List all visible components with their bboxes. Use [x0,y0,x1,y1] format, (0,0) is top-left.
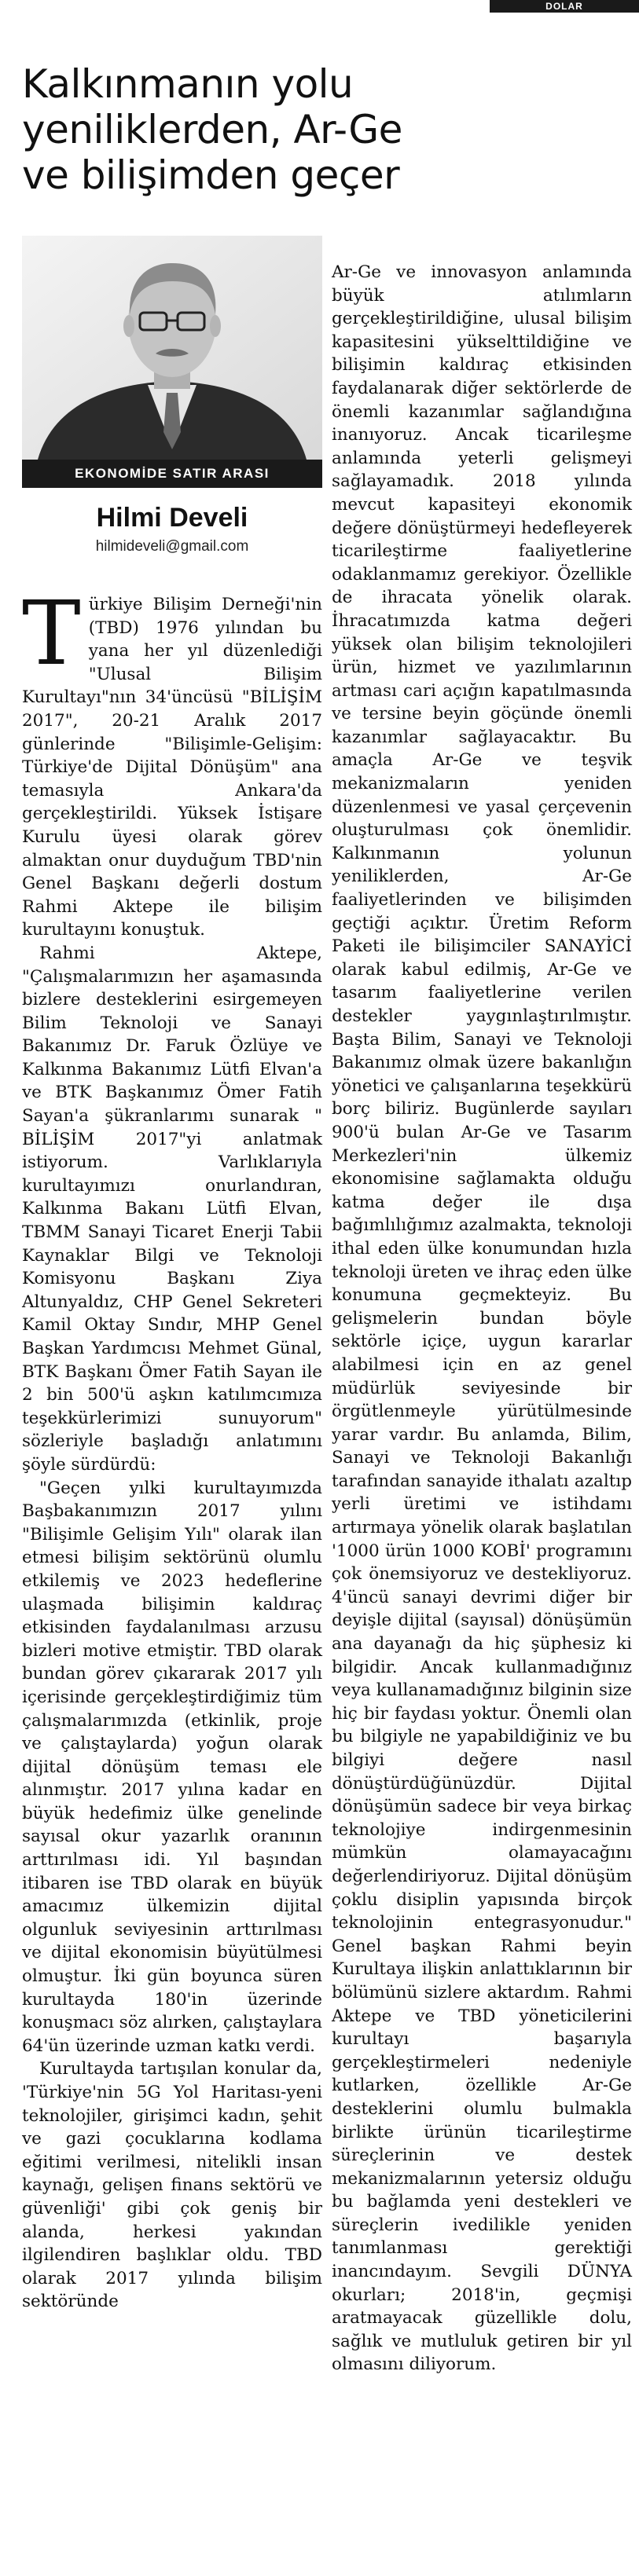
dropcap: T [22,583,81,685]
paragraph: Ar-Ge ve innovasyon anlamında büyük atılımların gerçekleştirildiğine, ulusal bilişim kapasitesini yükselttildiğine ve bilişimin kaldıraç etkisinden faydalanarak diğer sektörlerde de önemli kazanımlar sağlandığına inanıyoruz. Ancak ticarileşme anlamında yeterli gelişmeyi sağlayamadık. 2018 yılında mevcut kapasiteyi ekonomik değere dönüştürmeyi hedefleyerek ticarileştirme faaliyetlerine odaklanmamız gerekiyor. Özellikle de ihracata yönelik olarak. İhracatımızda katma değeri yüksek olan bilişim teknolojileri ürün, hizmet ve yazılımlarının artması cari açığın kapatılmasında ve tersine beyin göçünde önemli kazanımlar sağlayacaktır. Bu amaçla Ar-Ge ve teşvik mekanizmaların yeniden düzenlenmesi ve yasal çerçevenin oluşturulması çok önemlidir. Kalkınmanın yolunun yeniliklerden, Ar-Ge faaliyetlerinden ve bilişimden geçtiği açıktır. Üretim Reform Paketi ile bilişimciler SANAYİCİ olarak kabul edilmiş, Ar-Ge ve tasarım faaliyetlerine verilen destekler yaygınlaştırılmıştır. Başta Bilim, Sanayi ve Teknoloji Bakanımız olmak üzere bakanlığın yönetici ve çalışanlarına teşekkürü borç biliriz. Bugünlerde sayıları 900'ü bulan Ar-Ge ve Tasarım Merkezleri'nin ülkemiz ekonomisine sağlamakta olduğu katma değer ile dışa bağımlılığımız azalmakta, teknoloji ithal eden ülke konumundan hızla teknoloji üreten ve ihraç eden ülke konumuna geçmekteyiz. Bu gelişmelerin bundan böyle sektörle içiçe, uygun kararlar alabilmesi için en az genel müdürlük seviyesinde bir örgütlenmeyle yürütülmesinde yarar vardır. Bu anlamda, Bilim, Sanayi ve Teknoloji Bakanlığı tarafından sanayide ithalatı azaltıp yerli üretimi ve istihdamı artırmaya yönelik olarak başlatılan '1000 ürün 1000 KOBİ' programını çok önemsiyoruz ve destekliyoruz. 4'üncü sanayi devrimi diğer bir deyişle dijital (sayısal) dönüşümün ana dayanağı da hiç şüphesiz ki bilgidir. Ancak kullanmadığınız veya kullanamadığınız bilginin size hiç bir faydası yoktur. Önemli olan bu bilgiyle ne yapabildiğiniz ve bu bilgiyi değere nasıl dönüştürdüğünüzdür. Dijital dönüşümün sadece bir veya birkaç teknolojiye indirgenmesinin mümkün olamayacağını değerlendiriyoruz. Dijital dönüşüm çoklu disiplin yapısında birçok teknolojinin entegrasyonudur." Genel başkan Rahmi beyin Kurultaya ilişkin anlattıklarının bir bölümünü sizlere aktardım. Rahmi Aktepe ve TBD yöneticilerini kurultayı başarıyla gerçekleştirmeleri nedeniyle kutlarken, özellikle Ar-Ge desteklerini olumlu bulmakla birlikte ürünün ticarileştirme süreçlerinin ve destek mekanizmalarının yetersiz olduğu bu bağlamda yeni destekleri ve süreçlerin ivedilikle yeniden tanımlanması gerektiği inancındayım. Sevgili DÜNYA okurları; 2018'in, geçmişi aratmayacak güzellikle dolu, sağlık ve mutluluk getiren bir yıl olmasını diliyorum. [332,262,632,2375]
left-column [22,236,322,2314]
article-title: Kalkınmanın yolu yeniliklerden, Ar-Ge ve bilişimden geçer [22,61,402,198]
paragraph: "Geçen yılki kurultayımızda Başbakanımızın 2017 yılını "Bilişimle Gelişim Yılı" olarak ilan etmesi bilişim sektörünü olumlu etkilemiş ve 2023 hedeflerine ulaşmada bilişimin kaldıraç etkisinden faydalanılması arzusu bizleri motive etmiştir. TBD olarak bundan görev çıkararak 2017 yılı içerisinde gerçekleştirdiğimiz tüm çalışmalarımızda (etkinlik, proje ve çalıştaylarda) yoğun olarak dijital dönüşüm teması ele alınmıştır. 2017 yılına kadar en büyük hedefimiz ülke genelinde sayısal okur yazarlık oranının arttırılması idi. Yıl başından itibaren ise TBD olarak en büyük amacımız ülkemizin dijital olgunluk seviyesinin arttırılması ve dijital ekonomisin büyütülmesi olmuştur. İki gün boyunca süren kurultayda 180'in üzerinde konuşmacı söz alırken, çalıştaylara 64'ün üzerinde uzman katkı verdi. [22,1478,322,2056]
paragraph: Kurultayda tartışılan konular da, 'Türkiye'nin 5G Yol Haritası-yeni teknolojiler, girişimci kadın, şehit ve gazi çocuklarına kodlama eğitimi verilmesi, nitelikli insan kaynağı, gelişen finans sektörü ve güvenliği' gibi çok geniş bir alanda, herkesi yakından ilgilendiren başlıklar oldu. TBD olarak 2017 yılında bilişim sektöründe [22,2059,322,2312]
article-body-left [22,583,322,2314]
author-email: hilmideveli@gmail.com [95,538,249,555]
column-label: EKONOMİDE SATIR ARASI [22,460,322,488]
section-tab: DOLAR [490,0,639,13]
article-body-right [332,261,632,2376]
paragraph: Rahmi Aktepe, "Çalışmalarımızın her aşamasında bizlere desteklerini esirgemeyen Bilim Teknoloji ve Sanayi Bakanımız Dr. Faruk Özlüye ve Kalkınma Bakanımız Lütfi Elvan'a ve BTK Başkanımız Ömer Fatih Sayan'a şükranlarımı sunarak " BİLİŞİM 2017"yi anlatmak istiyorum. Varlıklarıyla kurultayımızı onurlandıran, Kalkınma Bakanı Lütfi Elvan, TBMM Sanayi Ticaret Enerji Tabii Kaynaklar Bilgi ve Teknoloji Komisyonu Başkanı Ziya Altunyaldız, CHP Genel Sekreteri Kamil Oktay Sındır, MHP Genel Başkan Yardımcısı Mehmet Günal, BTK Başkanı Ömer Fatih Sayan ile 2 bin 500'ü aşkın katılımcımıza teşekkürlerimizi sunuyorum" sözleriyle başladığı anlatımını şöyle sürdürdü: [22,943,322,1475]
paragraph [22,583,322,942]
author-photo [22,236,322,460]
paragraph-text: ürkiye Bilişim Derneği'nin (TBD) 1976 yılından bu yana her yıl düzenlediği "Ulusal Bilişim Kurultayı"nın 34'üncüsü "BİLİŞİM 2017", 20-21 Aralık 2017 günlerinde "Bilişimle-Gelişim: Türkiye'de Dijital Dönüşüm" ana temasıyla Ankara'da gerçekleştirildi. Yüksek İstişare Kurulu üyesi olarak görev almaktan onur duyduğum TBD'nin Genel Başkanı değerli dostum Rahmi Aktepe ile bilişim kurultayını konuştuk. [22,595,322,940]
author-name: Hilmi Develi [96,503,248,533]
